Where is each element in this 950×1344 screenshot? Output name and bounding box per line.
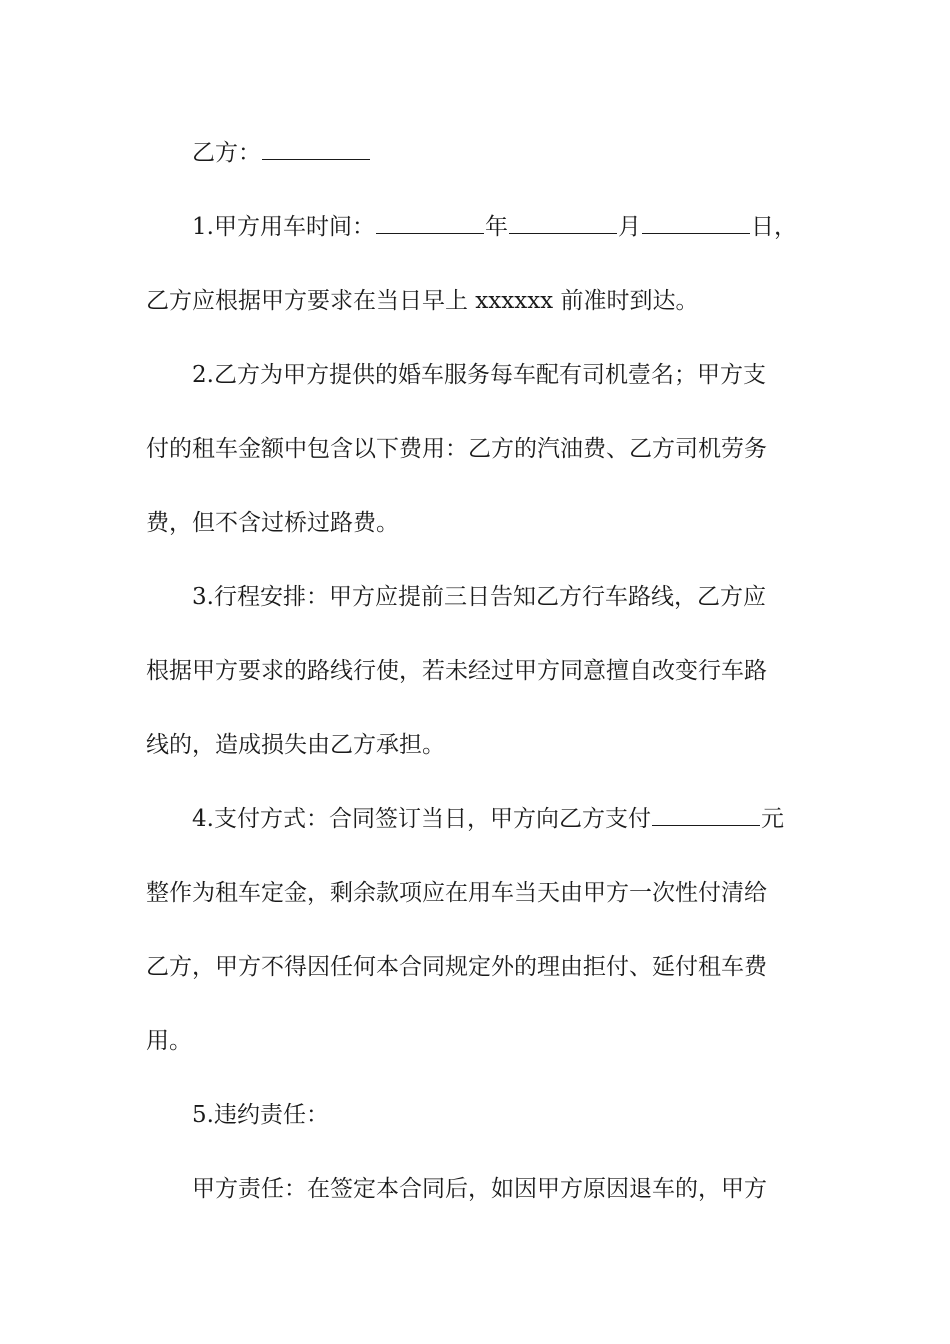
clause-3-line-2: 根据甲方要求的路线行使，若未经过甲方同意擅自改变行车路 [146, 658, 767, 684]
year-blank [376, 232, 484, 234]
month-label: 月 [617, 214, 641, 240]
contract-body [146, 116, 806, 1226]
clause-4-line-3: 乙方，甲方不得因任何本合同规定外的理由拒付、延付租车费 [146, 954, 767, 980]
clause-2-line-3: 费，但不含过桥过路费。 [146, 510, 399, 536]
day-label: 日， [750, 214, 797, 240]
clause-4-text: 4.支付方式：合同签订当日，甲方向乙方支付 [192, 806, 651, 832]
clause-1-text: 1.甲方用车时间： [192, 214, 375, 240]
clause-5-heading: 5.违约责任： [192, 1102, 329, 1128]
deposit-blank [652, 824, 760, 826]
party-b-line [146, 116, 806, 190]
currency-label: 元 [760, 806, 784, 832]
month-blank [509, 232, 617, 234]
clause-2-line-2: 付的租车金额中包含以下费用：乙方的汽油费、乙方司机劳务 [146, 436, 767, 462]
clause-4-line-1 [146, 782, 806, 856]
year-label: 年 [484, 214, 508, 240]
clause-4-line-4: 用。 [146, 1028, 192, 1054]
clause-1-line-2: 乙方应根据甲方要求在当日早上 xxxxxx 前准时到达。 [146, 288, 699, 314]
clause-4-line-2: 整作为租车定金，剩余款项应在用车当天由甲方一次性付清给 [146, 880, 767, 906]
day-blank [642, 232, 750, 234]
clause-3-line-1: 3.行程安排：甲方应提前三日告知乙方行车路线，乙方应 [192, 584, 766, 610]
clause-2-line-1: 2.乙方为甲方提供的婚车服务每车配有司机壹名；甲方支 [192, 362, 766, 388]
clause-1-line-1 [146, 190, 806, 264]
party-b-blank [262, 158, 370, 160]
party-a-liability-line: 甲方责任：在签定本合同后，如因甲方原因退车的，甲方 [192, 1176, 767, 1202]
party-b-label: 乙方： [192, 140, 261, 166]
clause-3-line-3: 线的，造成损失由乙方承担。 [146, 732, 445, 758]
